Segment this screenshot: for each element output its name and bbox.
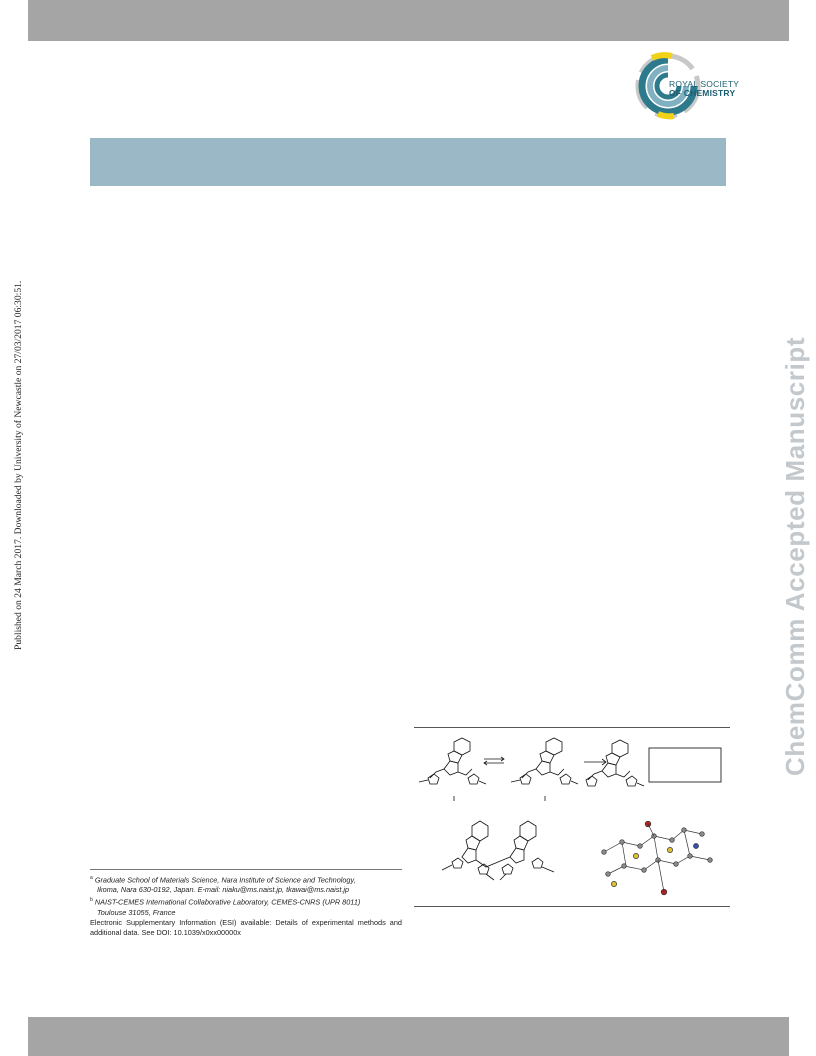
affiliation-a-mark: a [90, 875, 93, 881]
bottom-banner [28, 1017, 789, 1056]
affiliation-a-line2: Ikoma, Nara 630-0192, Japan. E-mail: [97, 885, 223, 895]
accepted-manuscript-watermark: ChemComm Accepted Manuscript [780, 336, 810, 776]
affiliation-b-line1: NAIST-CEMES International Collaborative Laboratory, CEMES-CNRS (UPR 8011) [94, 897, 361, 907]
affiliation-b-cont: Toulouse 31055, France [97, 907, 176, 917]
footnotes [90, 873, 402, 938]
empty-box [649, 748, 721, 782]
top-banner [28, 0, 789, 41]
esi-note: Electronic Supplementary Information (ESI) available: Details of experimental methods and additional data. See DOI: 10.1039/x0xx00000x [90, 917, 402, 937]
affiliation-a-line1: Graduate School of Materials Science, Nara Institute of Science and Technology, [94, 875, 356, 885]
affiliation-a-cont [90, 885, 402, 895]
molecule-2-icon [511, 738, 578, 784]
equilibrium-arrow-icon [484, 757, 504, 765]
logo-line1: ROYAL SOCIETY [669, 79, 740, 89]
molecule-3-icon [586, 740, 644, 786]
rsc-logo-text [669, 80, 739, 98]
affiliation-b [90, 895, 402, 907]
footnote-rule [90, 869, 402, 870]
affiliation-b-mark: b [90, 897, 93, 904]
forward-arrow-icon [584, 759, 606, 765]
affiliation-a [90, 873, 402, 885]
structure-figure [414, 812, 730, 906]
affiliation-a-emails[interactable]: niaku@ms.naist.jp, tkawai@ms.naist.jp [222, 885, 350, 895]
molecule-1-icon [419, 738, 486, 784]
title-band [90, 138, 726, 186]
figure-bottom-rule [414, 906, 730, 907]
logo-line2: OF CHEMISTRY [669, 88, 736, 98]
dimer-molecule-icon [442, 821, 554, 880]
crystal-structure-icon [602, 821, 713, 895]
reaction-scheme [414, 734, 730, 804]
publication-note: Published on 24 March 2017. Downloaded by University of Newcastle on 27/03/2017 06:30:51. [13, 280, 24, 650]
figure-top-rule [414, 727, 730, 728]
